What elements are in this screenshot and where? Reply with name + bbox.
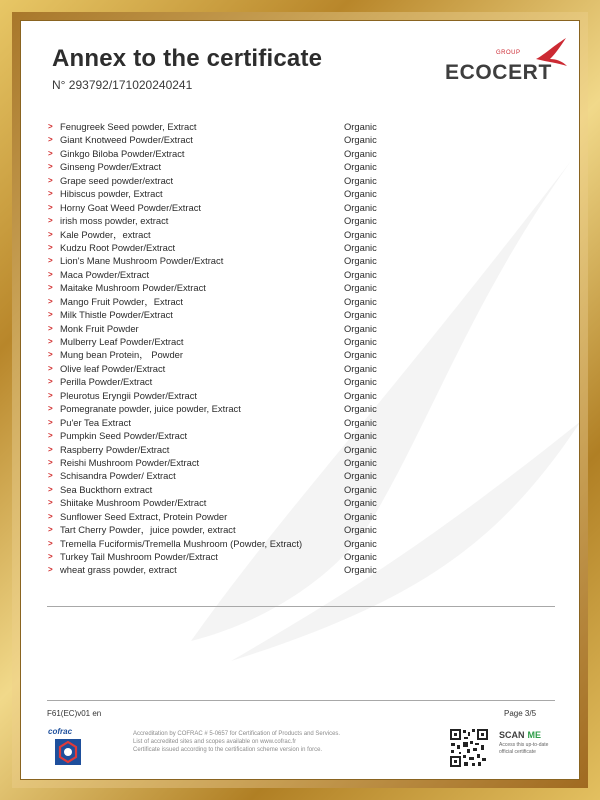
product-name: Sunflower Seed Extract, Protein Powder xyxy=(60,510,228,522)
product-name: Turkey Tail Mushroom Powder/Extract xyxy=(60,551,218,562)
chevron-right-icon: > xyxy=(48,148,53,158)
chevron-right-icon: > xyxy=(48,296,53,306)
list-item xyxy=(48,469,548,482)
chevron-right-icon: > xyxy=(48,175,53,185)
product-status: Organic xyxy=(344,268,377,280)
product-status: Organic xyxy=(344,322,377,334)
divider-top xyxy=(47,606,555,607)
ecocert-logo xyxy=(441,35,569,91)
chevron-right-icon: > xyxy=(48,552,53,561)
list-item xyxy=(48,187,548,200)
product-name: Horny Goat Weed Powder/Extract xyxy=(60,201,202,213)
chevron-right-icon: > xyxy=(48,269,53,279)
product-name: Lion's Mane Mushroom Powder/Extract xyxy=(60,255,224,267)
product-name: Pu'er Tea Extract xyxy=(60,416,131,428)
scan-note: Access this up-to-date official certificate xyxy=(499,742,549,755)
product-status: Organic xyxy=(344,174,377,186)
list-item xyxy=(48,322,548,335)
chevron-right-icon: > xyxy=(48,135,53,145)
product-status: Organic xyxy=(344,147,377,159)
product-name: Olive leaf Powder/Extract xyxy=(60,362,166,374)
chevron-right-icon: > xyxy=(48,525,53,535)
product-status: Organic xyxy=(344,282,377,294)
product-status: Organic xyxy=(344,403,377,415)
chevron-right-icon: > xyxy=(48,310,53,320)
chevron-right-icon: > xyxy=(48,350,53,360)
chevron-right-icon: > xyxy=(48,444,53,454)
page-title: Annex to the certificate xyxy=(52,45,323,72)
product-name: irish moss powder, extract xyxy=(60,215,169,227)
list-item xyxy=(48,537,548,550)
certificate-number: N° 293792/171020240241 xyxy=(52,78,193,92)
product-status: Organic xyxy=(344,188,377,200)
chevron-right-icon: > xyxy=(48,390,53,400)
list-item xyxy=(48,254,548,267)
product-status: Organic xyxy=(344,564,377,576)
chevron-right-icon: > xyxy=(48,337,53,346)
product-status: Organic xyxy=(344,309,377,321)
chevron-right-icon: > xyxy=(48,377,53,387)
chevron-right-icon: > xyxy=(48,511,53,521)
product-status: Organic xyxy=(344,255,377,267)
certificate-page xyxy=(20,20,580,780)
product-name: Pomegranate powder, juice powder, Extract xyxy=(60,403,241,415)
product-status: Organic xyxy=(344,551,377,562)
product-status: Organic xyxy=(344,161,377,173)
list-item xyxy=(48,241,548,254)
product-name: wheat grass powder, extract xyxy=(60,564,177,576)
page-number: Page 3/5 xyxy=(504,709,537,718)
list-item xyxy=(48,456,548,469)
product-status: Organic xyxy=(344,134,377,146)
chevron-right-icon: > xyxy=(48,431,53,441)
product-status: Organic xyxy=(344,389,377,401)
product-status: Organic xyxy=(344,430,377,442)
chevron-right-icon: > xyxy=(48,202,53,212)
cofrac-logo xyxy=(48,727,88,767)
logo-group-label: GROUP xyxy=(496,50,521,56)
list-item xyxy=(48,563,548,576)
chevron-right-icon: > xyxy=(48,417,53,427)
chevron-right-icon: > xyxy=(48,256,53,266)
chevron-right-icon: > xyxy=(48,283,53,293)
product-status: Organic xyxy=(344,349,377,361)
list-item xyxy=(48,120,548,133)
product-name: Maca Powder/Extract xyxy=(60,268,150,280)
product-name: Perilla Powder/Extract xyxy=(60,376,153,388)
list-item xyxy=(48,201,548,214)
product-name: Giant Knotweed Powder/Extract xyxy=(60,134,193,146)
list-item xyxy=(48,496,548,509)
product-name: Tart Cherry Powder，juice powder, extract xyxy=(60,524,236,536)
list-item xyxy=(48,416,548,429)
divider-bottom xyxy=(47,700,555,701)
chevron-right-icon: > xyxy=(48,216,53,226)
product-status: Organic xyxy=(344,456,377,468)
product-status: Organic xyxy=(344,510,377,522)
product-status: Organic xyxy=(344,215,377,227)
list-item xyxy=(48,550,548,563)
product-status: Organic xyxy=(344,295,377,307)
scan-me-label: SCAN ME xyxy=(499,730,542,740)
product-name: Reishi Mushroom Powder/Extract xyxy=(60,456,200,468)
product-status: Organic xyxy=(344,376,377,388)
list-item xyxy=(48,281,548,294)
list-item xyxy=(48,483,548,496)
logo-brand: ECOCERT xyxy=(445,61,552,84)
list-item xyxy=(48,160,548,173)
cofrac-emblem-icon xyxy=(54,738,82,766)
product-name: Hibiscus powder, Extract xyxy=(60,188,163,200)
product-name: Mulberry Leaf Powder/Extract xyxy=(60,336,184,347)
list-item xyxy=(48,308,548,321)
product-status: Organic xyxy=(344,443,377,455)
chevron-right-icon: > xyxy=(48,471,53,481)
product-name: Kale Powder，extract xyxy=(60,228,151,240)
product-name: Schisandra Powder/ Extract xyxy=(60,470,176,482)
product-name: Fenugreek Seed powder, Extract xyxy=(60,121,197,132)
list-item xyxy=(48,295,548,308)
product-name: Shiitake Mushroom Powder/Extract xyxy=(60,497,207,509)
list-item xyxy=(48,228,548,241)
chevron-right-icon: > xyxy=(48,538,53,548)
list-item xyxy=(48,402,548,415)
list-item xyxy=(48,174,548,187)
product-name: Maitake Mushroom Powder/Extract xyxy=(60,282,206,294)
accreditation-text: Accreditation by COFRAC # 5-0657 for Certification of Products and Services. List of accredited sites and scopes available on www.cofrac.fr Certificate issued according to the certification scheme version in force. xyxy=(133,731,341,753)
list-item xyxy=(48,510,548,523)
product-status: Organic xyxy=(344,524,377,536)
product-status: Organic xyxy=(344,121,377,132)
product-name: Grape seed powder/extract xyxy=(60,174,174,186)
cofrac-label: cofrac xyxy=(48,727,73,736)
list-item xyxy=(48,523,548,536)
product-name: Mango Fruit Powder，Extract xyxy=(60,295,183,307)
list-item xyxy=(48,429,548,442)
product-status: Organic xyxy=(344,241,377,253)
product-status: Organic xyxy=(344,483,377,495)
list-item xyxy=(48,375,548,388)
list-item xyxy=(48,268,548,281)
product-name: Milk Thistle Powder/Extract xyxy=(60,309,173,321)
list-item xyxy=(48,389,548,402)
product-name: Pleurotus Eryngii Powder/Extract xyxy=(60,389,198,401)
product-status: Organic xyxy=(344,201,377,213)
chevron-right-icon: > xyxy=(48,565,53,575)
chevron-right-icon: > xyxy=(48,162,53,172)
product-status: Organic xyxy=(344,537,377,549)
product-name: Raspberry Powder/Extract xyxy=(60,443,170,455)
product-list xyxy=(48,120,548,577)
product-status: Organic xyxy=(344,416,377,428)
qr-code-icon[interactable] xyxy=(449,728,489,768)
product-status: Organic xyxy=(344,336,377,347)
chevron-right-icon: > xyxy=(48,404,53,414)
chevron-right-icon: > xyxy=(48,189,53,199)
list-item xyxy=(48,214,548,227)
product-status: Organic xyxy=(344,362,377,374)
product-name: Ginkgo Biloba Powder/Extract xyxy=(60,147,185,159)
list-item xyxy=(48,335,548,348)
product-name: Mung bean Protein， Powder xyxy=(60,349,183,361)
list-item xyxy=(48,443,548,456)
list-item xyxy=(48,133,548,146)
product-name: Kudzu Root Powder/Extract xyxy=(60,241,176,253)
product-name: Ginseng Powder/Extract xyxy=(60,161,162,173)
chevron-right-icon: > xyxy=(48,323,53,333)
list-item xyxy=(48,348,548,361)
product-name: Pumpkin Seed Powder/Extract xyxy=(60,430,188,442)
product-status: Organic xyxy=(344,228,377,240)
chevron-right-icon: > xyxy=(48,457,53,467)
chevron-right-icon: > xyxy=(48,122,53,131)
product-status: Organic xyxy=(344,497,377,509)
list-item xyxy=(48,362,548,375)
chevron-right-icon: > xyxy=(48,242,53,252)
form-code: F61(EC)v01 en xyxy=(47,709,102,718)
chevron-right-icon: > xyxy=(48,363,53,373)
product-name: Tremella Fuciformis/Tremella Mushroom (Powder, Extract) xyxy=(60,537,303,549)
product-name: Sea Buckthorn extract xyxy=(60,483,153,495)
list-item xyxy=(48,147,548,160)
chevron-right-icon: > xyxy=(48,498,53,508)
chevron-right-icon: > xyxy=(48,484,53,494)
product-status: Organic xyxy=(344,470,377,482)
chevron-right-icon: > xyxy=(48,229,53,239)
product-name: Monk Fruit Powder xyxy=(60,322,139,334)
